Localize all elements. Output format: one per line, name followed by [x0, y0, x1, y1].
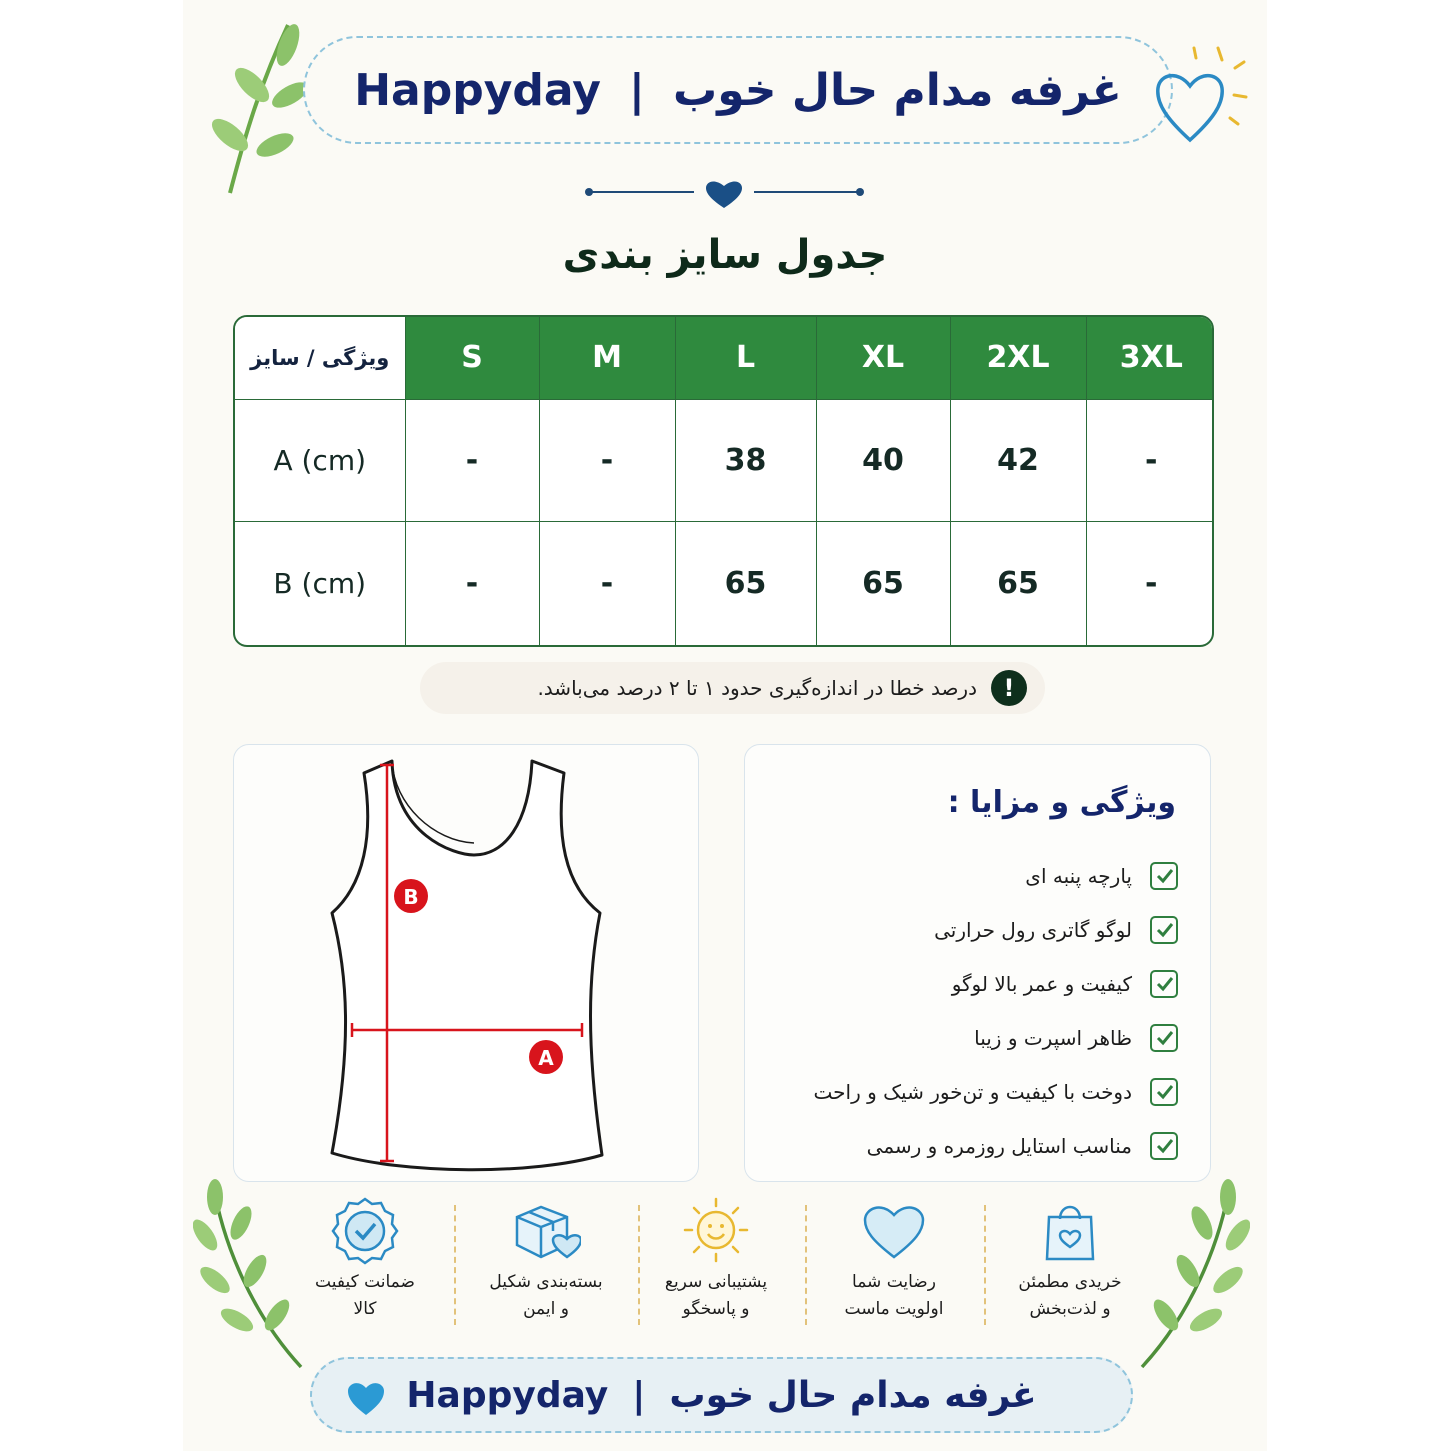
marker-a-label: A: [538, 1046, 554, 1070]
table-cell: -: [539, 521, 675, 645]
badge-line: ضمانت کیفیت: [315, 1272, 415, 1292]
size-header-m: M: [539, 317, 675, 399]
brand-name-fa: غرفه مدام حال خوب: [673, 64, 1122, 116]
badge-packaging: [466, 1195, 626, 1323]
heart-rays-icon: [1150, 40, 1250, 145]
badge-line: رضایت شما: [852, 1272, 936, 1292]
table-cell: -: [539, 399, 675, 521]
badge-line: بسته‌بندی شکیل: [489, 1272, 603, 1292]
size-header-xl: XL: [816, 317, 950, 399]
feature-text: ظاهر اسپرت و زیبا: [974, 1026, 1132, 1050]
checkbox-icon: [1150, 1024, 1178, 1052]
feature-text: لوگو گاتری رول حرارتی: [934, 918, 1132, 942]
row-label-b: B (cm): [235, 521, 405, 645]
footer-separator: |: [632, 1374, 646, 1416]
badge-line: کالا: [353, 1299, 377, 1319]
leaf-branch-top-left: [200, 15, 310, 200]
tank-top-diagram: [234, 745, 700, 1183]
table-cell: 65: [950, 521, 1086, 645]
footer-title-pill: [310, 1357, 1133, 1433]
notice-text: درصد خطا در اندازه‌گیری حدود ۱ تا ۲ درصد می‌باشد.: [537, 676, 977, 700]
exclamation-icon: !: [991, 670, 1027, 706]
badge-divider: [984, 1205, 986, 1325]
list-item: [758, 1065, 1178, 1119]
list-item: [758, 903, 1178, 957]
list-item: [758, 849, 1178, 903]
shopping-bag-icon: [1035, 1195, 1105, 1265]
marker-b-label: B: [403, 885, 419, 909]
table-cell: -: [1086, 399, 1214, 521]
size-table: [233, 315, 1214, 647]
heart-icon: [346, 1377, 386, 1417]
feature-text: پارچه پنبه ای: [1025, 864, 1132, 888]
checkbox-icon: [1150, 862, 1178, 890]
footer-brand-en: Happyday: [406, 1374, 609, 1416]
table-corner-label: ویژگی / سایز: [235, 317, 405, 399]
size-header-s: S: [405, 317, 539, 399]
feature-text: دوخت با کیفیت و تن‌خور شیک و راحت: [813, 1080, 1132, 1104]
badge-line: پشتیبانی سریع: [664, 1272, 768, 1292]
heart-icon: [859, 1195, 929, 1265]
badge-secure-shopping: [990, 1195, 1150, 1323]
sun-smile-icon: [681, 1195, 751, 1265]
heart-divider: [584, 176, 864, 210]
features-panel: [744, 744, 1211, 1182]
size-table-header-row: [235, 317, 1214, 399]
checkbox-icon: [1150, 970, 1178, 998]
table-cell: -: [405, 399, 539, 521]
table-cell: -: [1086, 521, 1214, 645]
badge-line: خریدی مطمئن: [1018, 1272, 1122, 1292]
badge-line: و لذت‌بخش: [1029, 1299, 1111, 1319]
table-row: [235, 399, 1214, 521]
table-cell: 65: [675, 521, 816, 645]
size-header-l: L: [675, 317, 816, 399]
badge-support: [636, 1195, 796, 1323]
brand-separator: |: [628, 64, 645, 116]
feature-text: کیفیت و عمر بالا لوگو: [951, 972, 1132, 996]
features-title: ویژگی و مزایا :: [947, 785, 1176, 820]
table-cell: 65: [816, 521, 950, 645]
service-badges: [283, 1195, 1183, 1335]
header-title-pill: [303, 36, 1173, 144]
size-header-3xl: 3XL: [1086, 317, 1214, 399]
measurement-diagram-panel: [233, 744, 699, 1182]
checkbox-icon: [1150, 916, 1178, 944]
row-label-a: A (cm): [235, 399, 405, 521]
brand-name-en: Happyday: [354, 64, 601, 116]
table-row: [235, 521, 1214, 645]
table-cell: 38: [675, 399, 816, 521]
table-cell: 40: [816, 399, 950, 521]
footer-brand-fa: غرفه مدام حال خوب: [669, 1374, 1037, 1416]
features-list: [758, 849, 1178, 1173]
badge-line: و ایمن: [523, 1299, 569, 1319]
feature-text: مناسب استایل روزمره و رسمی: [866, 1134, 1132, 1158]
checkbox-icon: [1150, 1078, 1178, 1106]
size-chart-heading: جدول سایز بندی: [562, 232, 888, 278]
badge-quality: [285, 1195, 445, 1323]
badge-line: و پاسخگو: [682, 1299, 750, 1319]
badge-line: اولویت ماست: [844, 1299, 944, 1319]
badge-satisfaction: [814, 1195, 974, 1323]
badge-divider: [805, 1205, 807, 1325]
quality-badge-icon: [330, 1195, 400, 1265]
size-header-2xl: 2XL: [950, 317, 1086, 399]
checkbox-icon: [1150, 1132, 1178, 1160]
list-item: [758, 1011, 1178, 1065]
gift-box-icon: [511, 1195, 581, 1265]
measurement-notice: [420, 662, 1045, 714]
table-cell: -: [405, 521, 539, 645]
list-item: [758, 957, 1178, 1011]
badge-divider: [454, 1205, 456, 1325]
list-item: [758, 1119, 1178, 1173]
table-cell: 42: [950, 399, 1086, 521]
